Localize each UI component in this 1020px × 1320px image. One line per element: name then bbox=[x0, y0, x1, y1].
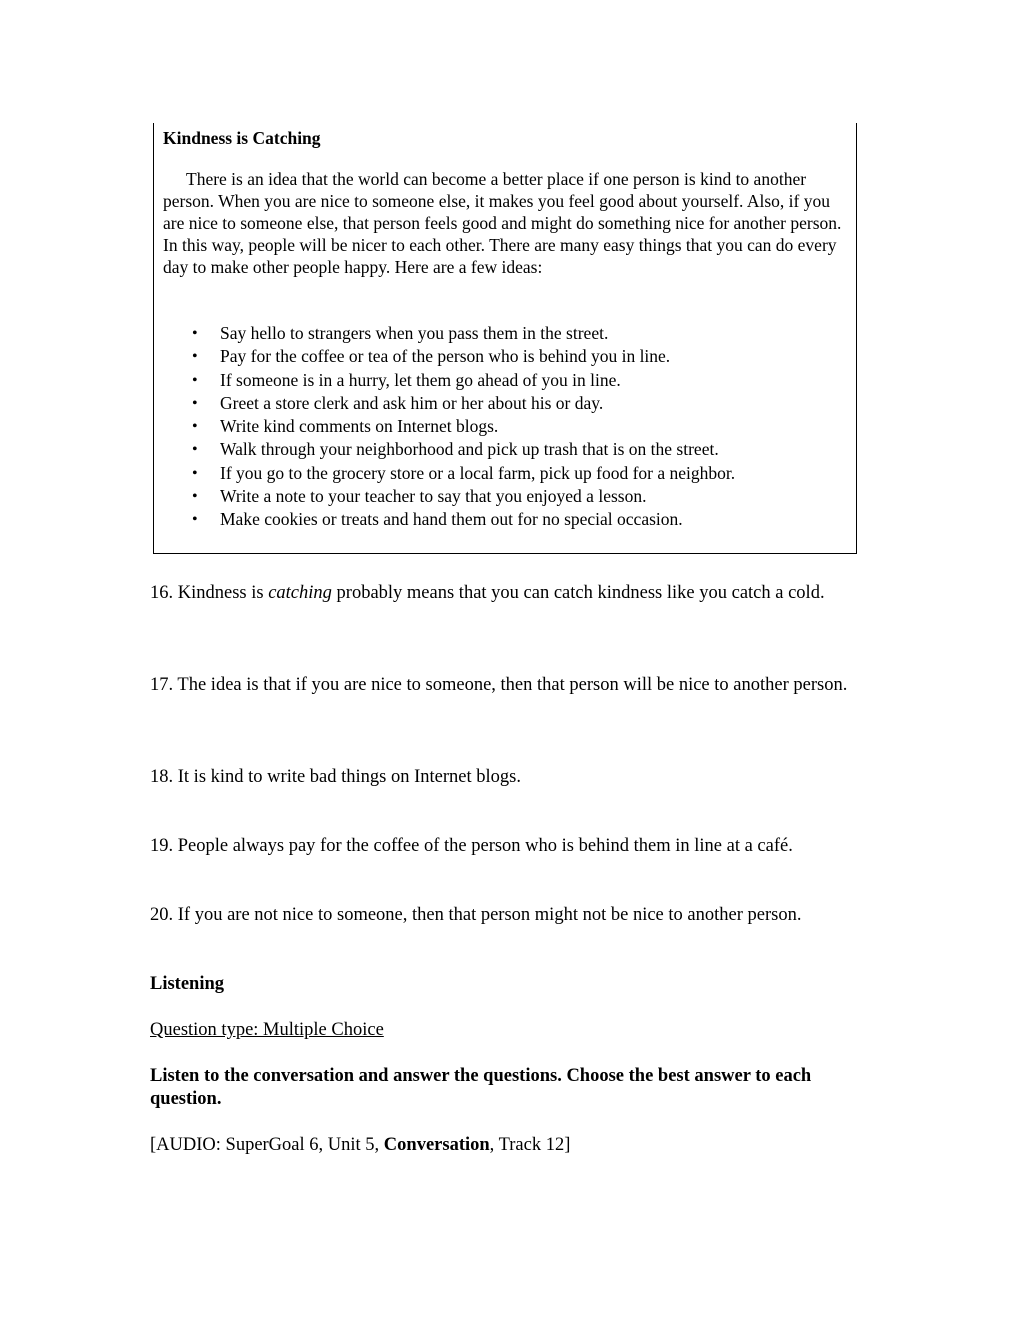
statement-19: 19. People always pay for the coffee of the person who is behind them in line at a café. bbox=[150, 836, 793, 856]
audio-reference-bold: Conversation bbox=[383, 1135, 490, 1155]
list-item bbox=[163, 322, 735, 345]
audio-reference-after: , Track 12] bbox=[489, 1135, 571, 1155]
statement-17: 17. The idea is that if you are nice to someone, then that person will be nice to another person. bbox=[150, 675, 848, 695]
list-item bbox=[163, 345, 735, 368]
ideas-list bbox=[163, 322, 735, 532]
list-item bbox=[163, 369, 735, 392]
list-item bbox=[163, 438, 735, 461]
bullet-icon: • bbox=[192, 511, 198, 529]
statement-16-italic: catching bbox=[268, 583, 332, 603]
statement-18: 18. It is kind to write bad things on Internet blogs. bbox=[150, 767, 521, 787]
question-type bbox=[150, 1019, 862, 1042]
audio-reference bbox=[150, 1134, 862, 1157]
list-item-text: Write kind comments on Internet blogs. bbox=[220, 416, 499, 437]
list-item-text: Walk through your neighborhood and pick up trash that is on the street. bbox=[220, 439, 719, 460]
list-item-text: Pay for the coffee or tea of the person who is behind you in line. bbox=[220, 346, 671, 367]
listening-heading: Listening bbox=[150, 974, 225, 994]
reading-passage-box bbox=[153, 123, 857, 554]
list-item bbox=[163, 392, 735, 415]
bullet-icon: • bbox=[192, 348, 198, 366]
list-item-text: Write a note to your teacher to say that you enjoyed a lesson. bbox=[220, 486, 647, 507]
bullet-icon: • bbox=[192, 488, 198, 506]
list-item-text: Greet a store clerk and ask him or her about his or day. bbox=[220, 392, 604, 413]
question-type-text: Question type: Multiple Choice bbox=[150, 1020, 384, 1040]
statement-16 bbox=[150, 582, 862, 605]
bullet-icon: • bbox=[192, 394, 198, 412]
list-item-text: Say hello to strangers when you pass them in the street. bbox=[220, 323, 609, 343]
reading-title: Kindness is Catching bbox=[163, 128, 321, 148]
bullet-icon: • bbox=[192, 418, 198, 436]
reading-paragraph: There is an idea that the world can become a better place if one person is kind to another person. When you are nice to someone else, it makes you feel good about yourself. Also, if you are nice to someone else, that person feels good and might do something nice for another person. In this way, people will be nicer to each other. There are many easy things that you can do every day to make other people happy. Here are a few ideas: bbox=[163, 169, 842, 277]
bullet-icon: • bbox=[192, 371, 198, 389]
list-item bbox=[163, 462, 735, 485]
statement-20: 20. If you are not nice to someone, then that person might not be nice to another person. bbox=[150, 905, 802, 925]
list-item bbox=[163, 415, 735, 438]
bullet-icon: • bbox=[192, 441, 198, 459]
bullet-icon: • bbox=[192, 464, 198, 482]
list-item-text: If you go to the grocery store or a local farm, pick up food for a neighbor. bbox=[220, 462, 736, 483]
list-item-text: If someone is in a hurry, let them go ahead of you in line. bbox=[220, 369, 621, 390]
list-item bbox=[163, 485, 735, 508]
statement-16-after: probably means that you can catch kindness like you catch a cold. bbox=[331, 583, 825, 603]
audio-reference-before: [AUDIO: SuperGoal 6, Unit 5, bbox=[150, 1135, 384, 1155]
bullet-icon: • bbox=[192, 325, 198, 342]
list-item-text: Make cookies or treats and hand them out for no special occasion. bbox=[220, 509, 683, 530]
statement-16-before: 16. Kindness is bbox=[150, 583, 269, 603]
list-item bbox=[163, 508, 735, 531]
listening-instruction: Listen to the conversation and answer the questions. Choose the best answer to each question. bbox=[150, 1066, 812, 1109]
